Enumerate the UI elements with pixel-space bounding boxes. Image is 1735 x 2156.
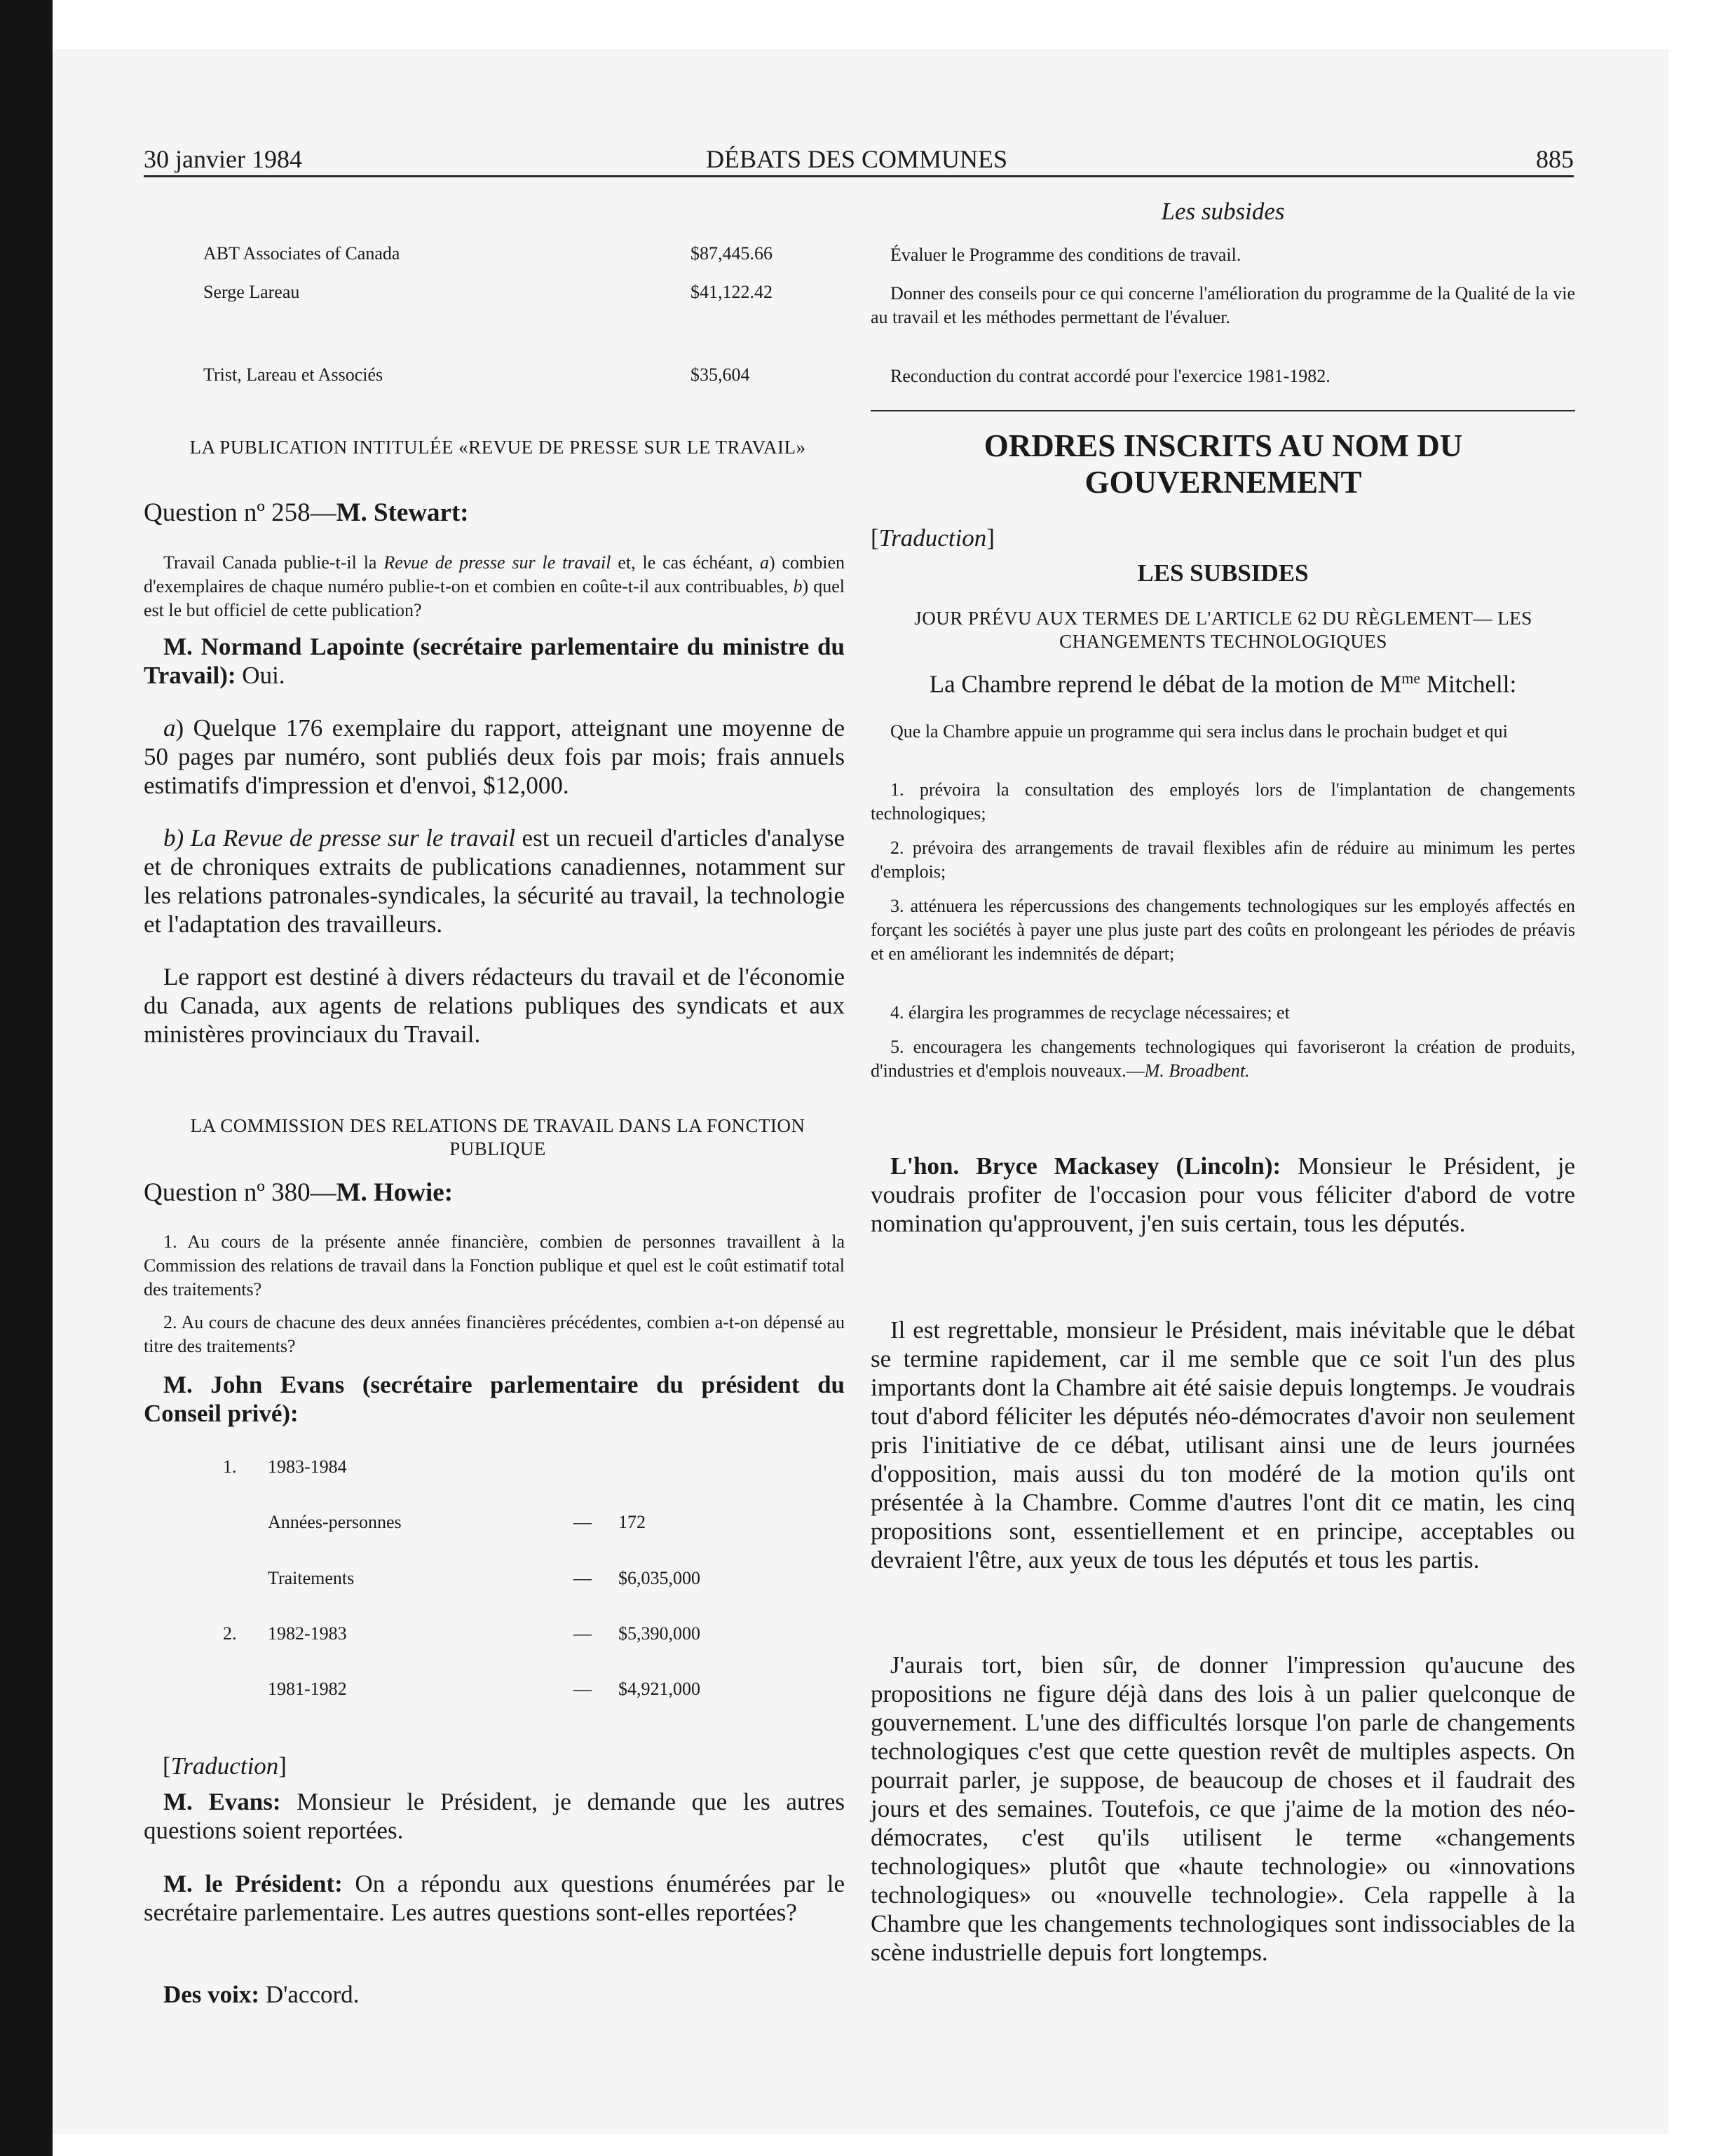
answer-part-a: a) Quelque 176 exemplaire du rapport, atteignant une moyenne de 50 pages par numéro, sont publiés deux fois par mois; frais annuels estimatifs d'impression et d'envoi, $12,000. (144, 714, 845, 799)
speech-president: M. le Président: On a répondu aux questions énumérées par le secrétaire parlementaire. Les autres questions sont-elles reportées? (144, 1870, 845, 1926)
scan-border (0, 0, 53, 2156)
motion-item: 4. élargira les programmes de recyclage nécessaires; et (890, 1002, 1290, 1023)
motion-intro: Que la Chambre appuie un programme qui sera inclus dans le prochain budget et qui (890, 721, 1508, 742)
header-title: DÉBATS DES COMMUNES (705, 145, 1008, 173)
speech-voices: Des voix: D'accord. (163, 1981, 360, 2008)
orders-heading: ORDRES INSCRITS AU NOM DU GOUVERNEMENT (984, 428, 1463, 500)
answer-part-b: b) La Revue de presse sur le travail est un recueil d'articles d'analyse et de chroniques extraits de publications canadiennes, notamment sur les relations patronales-syndicales, la sécurité au travail, la technologie et l'adaptation des travailleurs. (144, 824, 845, 938)
table-row-number: 1. (223, 1456, 237, 1477)
header-page-number: 885 (1536, 145, 1574, 173)
section-heading-q380: LA COMMISSION DES RELATIONS DE TRAVAIL DANS LA FONCTION PUBLIQUE (190, 1115, 805, 1159)
les-subsides-heading: LES SUBSIDES (1137, 559, 1309, 587)
subsides-title: Les subsides (1161, 198, 1285, 225)
table-label: Traitements (268, 1568, 355, 1588)
header-date: 30 janvier 1984 (144, 145, 302, 173)
table-dash: — (573, 1623, 592, 1644)
answer-lapointe: M. Normand Lapointe (secrétaire parlementaire du ministre du Travail): Oui. (144, 633, 845, 689)
resume-debate-line: La Chambre reprend le débat de la motion de $M^{me}$ Mitchell: (929, 669, 1517, 698)
question-258-text: Travail Canada publie-t-il la Revue de presse sur le travail et, le cas échéant, a) combien d'exemplaires de chaque numéro publie-t-on et combien en coûte-t-il aux contribuables, b) quel est le but officiel de cette publication? (144, 552, 845, 620)
motion-item: 2. prévoira des arrangements de travail flexibles afin de réduire au minimum les pertes d'emplois; (871, 838, 1575, 882)
subsides-item: Donner des conseils pour ce qui concerne l'amélioration du programme de la Qualité de la vie au travail et les méthodes permettant de l'évaluer. (871, 283, 1575, 327)
motion-item: 1. prévoira la consultation des employés lors de l'implantation de changements technologiques; (871, 779, 1575, 824)
speech-evans: M. Evans: Monsieur le Président, je demande que les autres questions soient reportées. (144, 1788, 845, 1844)
traduction-note-right: [Traduction] (871, 524, 995, 552)
table-dash: — (573, 1568, 592, 1588)
header-rule (144, 175, 1574, 177)
jour-prevu-heading: JOUR PRÉVU AUX TERMES DE L'ARTICLE 62 DU RÈGLEMENT— LES CHANGEMENTS TECHNOLOGIQUES (914, 608, 1532, 652)
table-dash: — (573, 1512, 592, 1532)
subsides-item: Reconduction du contrat accordé pour l'exercice 1981-1982. (890, 366, 1331, 386)
subsides-item: Évaluer le Programme des conditions de travail. (890, 245, 1241, 265)
contract-name: ABT Associates of Canada (203, 243, 400, 264)
contract-name: Serge Lareau (203, 282, 300, 302)
question-258-title: Question nº 258—M. Stewart: (144, 498, 469, 527)
traduction-note-left: [Traduction] (163, 1752, 287, 1780)
question-380-title: Question nº 380—M. Howie: (144, 1178, 454, 1207)
table-label: Années-personnes (268, 1512, 402, 1532)
question-380-item-2: 2. Au cours de chacune des deux années financières précédentes, combien a-t-on dépensé au titre des traitements? (144, 1312, 845, 1356)
table-year: 1983-1984 (268, 1456, 347, 1477)
speech-mackasey-3: J'aurais tort, bien sûr, de donner l'impression qu'aucune des propositions ne figure déjà dans des lois à un palier quelconque de gouvernement. L'une des difficultés lorsque l'on parle de changements technologiques c'est que cette question revêt de multiples aspects. On pourrait parler, je suppose, de beaucoup de choses et il faudrait des jours et des semaines. Toutefois, ce que j'aime de la motion des néo-démocrates, c'est qu'ils utilisent le terme «changements technologiques» plutôt que «haute technologie» ou «innovations technologiques» ou «nouvelle technologie». Cela rappelle à la Chambre que les changements technologiques sont indissociables de la scène industrielle depuis fort longtemps. (871, 1651, 1575, 1966)
table-value: $5,390,000 (618, 1623, 700, 1644)
section-heading-q258: LA PUBLICATION INTITULÉE «REVUE DE PRESSE SUR LE TRAVAIL» (189, 437, 806, 458)
table-value: $4,921,000 (618, 1679, 700, 1699)
table-year: 1982-1983 (268, 1623, 347, 1644)
contract-amount: $41,122.42 (690, 282, 773, 302)
table-year: 1981-1982 (268, 1679, 347, 1699)
motion-item: 5. encouragera les changements technologiques qui favoriseront la création de produits, d'industries et d'emplois nouveaux.—M. Broadbent. (871, 1037, 1575, 1081)
contract-amount: $35,604 (690, 364, 750, 385)
section-rule (871, 410, 1575, 411)
table-value: $6,035,000 (618, 1568, 700, 1588)
contract-amount: $87,445.66 (690, 243, 773, 264)
table-row-number: 2. (223, 1623, 237, 1644)
speech-mackasey-2: Il est regrettable, monsieur le Président, mais inévitable que le débat se termine rapidement, car il me semble que ce soit l'un des plus importants dont la Chambre ait été saisie depuis longtemps. Je voudrais tout d'abord féliciter les députés néo-démocrates d'avoir non seulement pris l'initiative de ce débat, utilisant ainsi une de leurs journées d'opposition, mais aussi du ton modéré de la motion qu'ils ont présentée à la Chambre. Comme d'autres l'ont dit ce matin, les cinq propositions sont, essentiellement et en principe, acceptables ou devraient l'être, aux yeux de tous les députés et tous les partis. (871, 1316, 1575, 1574)
table-dash: — (573, 1679, 592, 1699)
motion-item: 3. atténuera les répercussions des changements technologiques sur les employés affectés en forçant les sociétés à payer une plus juste part des coûts en prolongeant les périodes de préavis et en améliorant les indemnités de départ; (871, 896, 1575, 964)
table-value: 172 (618, 1512, 646, 1532)
speech-mackasey-1: L'hon. Bryce Mackasey (Lincoln): Monsieur le Président, je voudrais profiter de l'occasion pour vous féliciter d'abord de votre nomination qu'approuvent, j'en suis certain, tous les députés. (871, 1152, 1575, 1237)
contract-name: Trist, Lareau et Associés (203, 364, 383, 385)
answer-final-paragraph: Le rapport est destiné à divers rédacteurs du travail et de l'économie du Canada, aux agents de relations publiques des syndicats et aux ministères provinciaux du Travail. (144, 963, 845, 1048)
question-380-item-1: 1. Au cours de la présente année financière, combien de personnes travaillent à la Commission des relations de travail dans la Fonction publique et quel est le coût estimatif total des traitements? (144, 1231, 845, 1299)
answer-evans: M. John Evans (secrétaire parlementaire du président du Conseil privé): (144, 1371, 845, 1427)
